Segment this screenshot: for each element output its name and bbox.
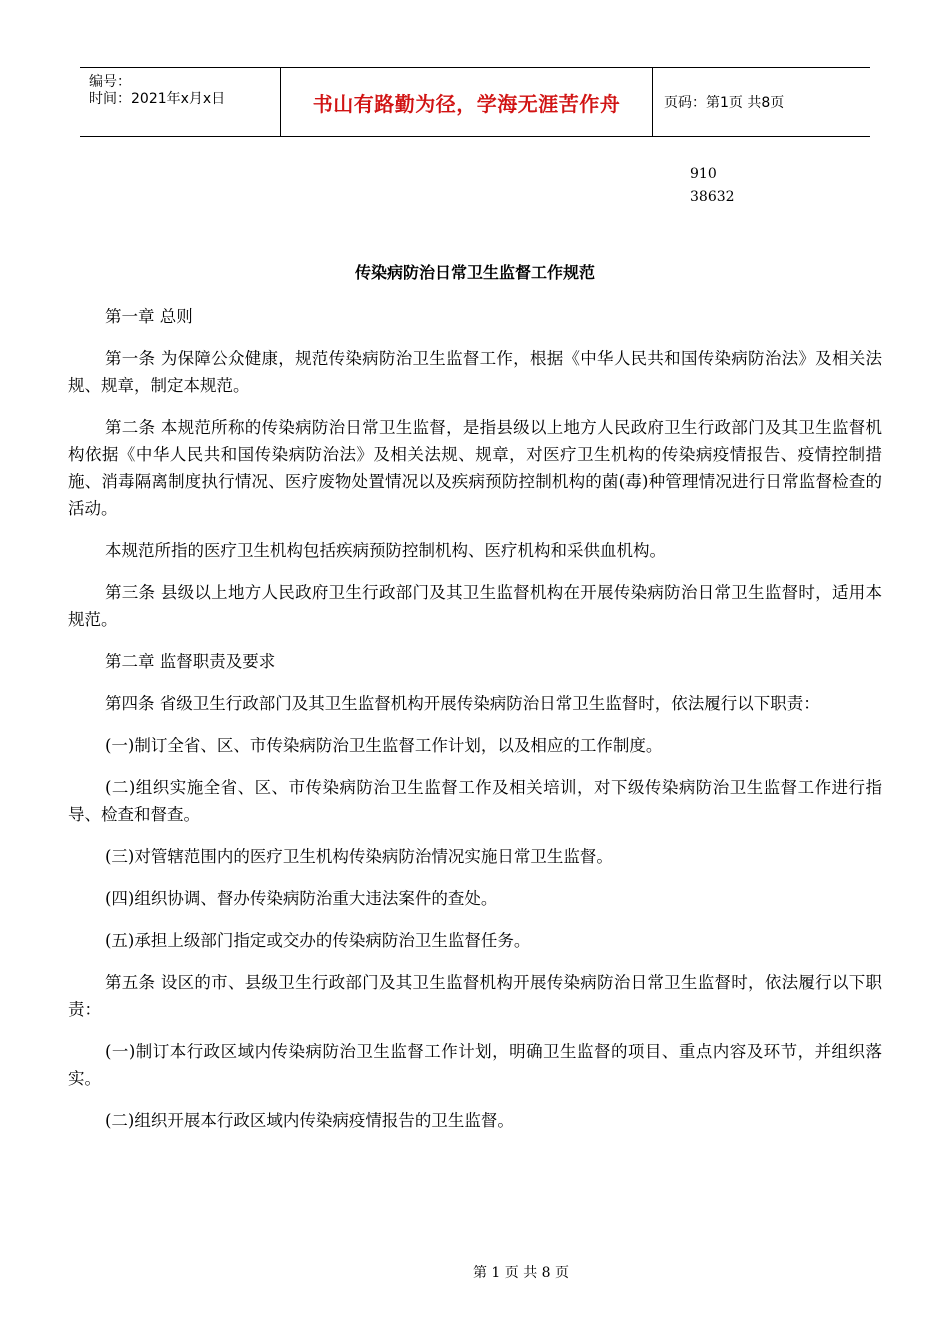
document-number-label: 编号： (89, 74, 131, 90)
reference-code: 910 (690, 166, 717, 182)
list-item: (四)组织协调、督办传染病防治重大违法案件的查处。 (105, 889, 498, 908)
page-header (80, 67, 870, 137)
article-paragraph: 第四条 省级卫生行政部门及其卫生监督机构开展传染病防治日常卫生监督时，依法履行以下职责： (105, 694, 820, 713)
reference-codes (690, 163, 735, 209)
header-meta (80, 68, 281, 136)
list-item: (一)制订本行政区域内传染病防治卫生监督工作计划，明确卫生监督的项目、重点内容及环节，并组织落实。 (68, 1042, 882, 1088)
article-paragraph: 第五条 设区的市、县级卫生行政部门及其卫生监督机构开展传染病防治日常卫生监督时，依法履行以下职责： (68, 973, 882, 1019)
header-slogan: 书山有路勤为径，学海无涯苦作舟 (281, 68, 653, 136)
list-item: (一)制订全省、区、市传染病防治卫生监督工作计划，以及相应的工作制度。 (105, 736, 663, 755)
list-item: (三)对管辖范围内的医疗卫生机构传染病防治情况实施日常卫生监督。 (105, 847, 613, 866)
document-title: 传染病防治日常卫生监督工作规范 (354, 263, 595, 282)
list-item: (二)组织实施全省、区、市传染病防治卫生监督工作及相关培训，对下级传染病防治卫生监督工作进行指导、检查和督查。 (68, 778, 882, 824)
page-footer (0, 1262, 950, 1282)
article-paragraph: 第三条 县级以上地方人民政府卫生行政部门及其卫生监督机构在开展传染病防治日常卫生监督时，适用本规范。 (68, 583, 882, 629)
header-page-label: 页码：第1页 共8页 (664, 95, 785, 111)
chapter-heading: 第二章 监督职责及要求 (105, 652, 276, 671)
list-item: (五)承担上级部门指定或交办的传染病防治卫生监督任务。 (105, 931, 531, 950)
article-paragraph: 第二条 本规范所称的传染病防治日常卫生监督，是指县级以上地方人民政府卫生行政部门及其卫生监督机构依据《中华人民共和国传染病防治法》及相关法规、规章，对医疗卫生机构的传染病疫情报告、疫情控制措施、消毒隔离制度执行情况、医疗废物处置情况以及疾病预防控制机构的菌(毒)种管理情况进行日常监督检查的活动。 (68, 418, 882, 518)
document-time-label: 时间：2021年x月x日 (89, 91, 226, 107)
document-body (68, 303, 882, 1149)
footer-page-number: 第 1 页 共 8 页 (472, 1265, 570, 1281)
article-paragraph: 本规范所指的医疗卫生机构包括疾病预防控制机构、医疗机构和采供血机构。 (105, 541, 666, 560)
list-item: (二)组织开展本行政区域内传染病疫情报告的卫生监督。 (105, 1111, 514, 1130)
article-paragraph: 第一条 为保障公众健康，规范传染病防治卫生监督工作，根据《中华人民共和国传染病防治法》及相关法规、规章，制定本规范。 (68, 349, 882, 395)
reference-code: 38632 (690, 189, 735, 205)
chapter-heading: 第一章 总则 (105, 307, 193, 326)
